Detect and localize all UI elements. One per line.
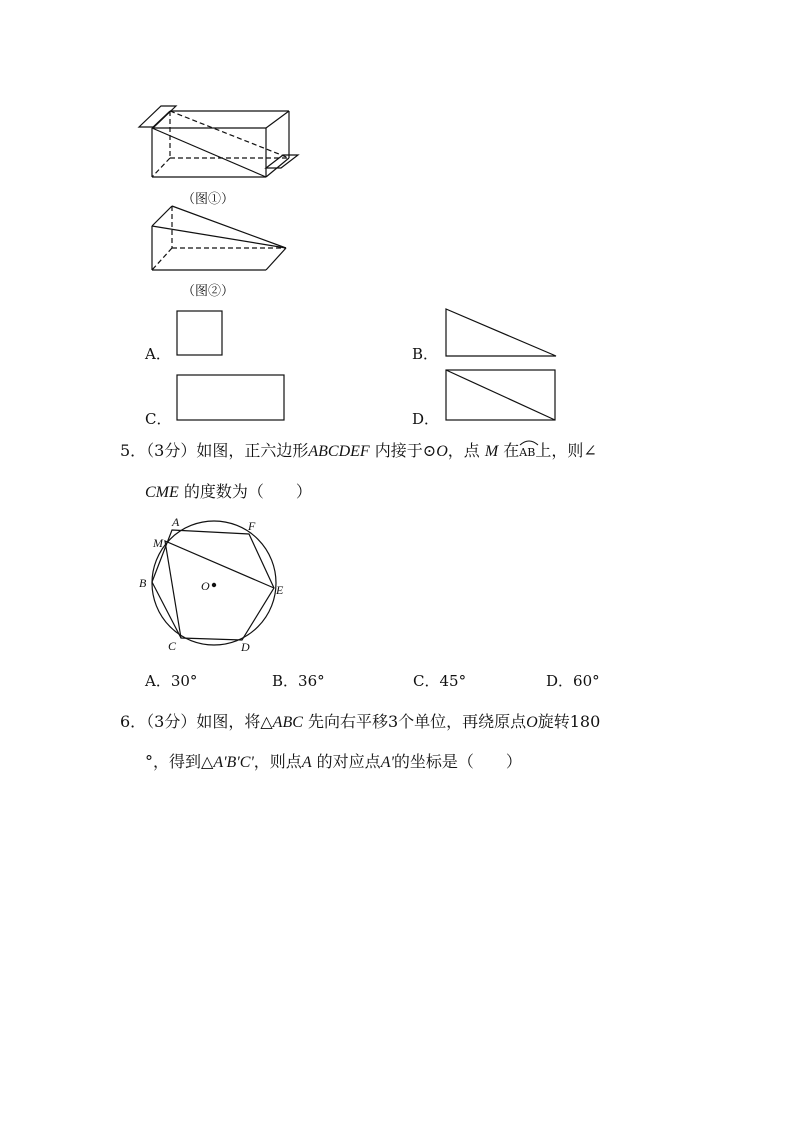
fig2-hidden-edge <box>152 248 172 270</box>
fig2-edge <box>152 226 286 248</box>
q5-stem-line2 <box>145 482 312 503</box>
option-a-square <box>177 311 222 355</box>
q6-stem-line1 <box>120 712 600 733</box>
fig2-edge <box>172 206 286 248</box>
q6-text: 先向右平移3个单位，再绕原点 <box>302 712 527 731</box>
q6-text: 的对应点 <box>311 752 381 771</box>
q6-text: °，得到△ <box>145 752 214 771</box>
q5-arc-ab: AB <box>519 440 535 463</box>
q4-option-c-label: C． <box>145 410 172 428</box>
q6-text: ，则点 <box>253 752 302 771</box>
q6-text: 旋转180 <box>537 712 601 731</box>
q5-center-dot <box>212 583 215 586</box>
q6-triangle-abc: ABC <box>272 714 303 731</box>
q5-circle-name: O <box>436 443 448 460</box>
q5-text: 内接于⊙ <box>369 441 437 460</box>
q5-label-c: C <box>168 639 177 653</box>
q5-label-o: O <box>201 579 210 593</box>
q6-triangle-prime: A'B'C' <box>213 754 254 771</box>
q6-point-a: A <box>301 754 312 771</box>
q6-point-a-prime: A' <box>380 754 394 771</box>
q5-text: 上，则∠ <box>535 441 597 460</box>
q5-angle-cme: CME <box>145 484 179 501</box>
q4-option-d-label: D． <box>412 410 440 428</box>
q6-text: 6．（3分）如图，将△ <box>120 712 273 731</box>
fig1-hidden-edge <box>170 111 289 158</box>
q4-option-b-label: B． <box>412 345 439 363</box>
option-b-triangle <box>446 309 556 356</box>
figure-2-caption: （图②） <box>182 284 235 299</box>
q5-option-c: C．45° <box>413 672 467 690</box>
fig2-edge <box>266 248 286 270</box>
fig1-edge <box>266 111 289 128</box>
fig2-edge <box>152 206 172 226</box>
fig1-hidden-edge <box>152 158 170 177</box>
option-c-rectangle <box>177 375 284 420</box>
q5-angle-lines <box>165 541 274 638</box>
q5-label-e: E <box>276 583 284 597</box>
arc-mark-icon <box>519 438 539 446</box>
q5-option-a: A．30° <box>145 672 198 690</box>
q5-stem-line1 <box>120 440 597 463</box>
q6-stem-line2 <box>145 752 522 773</box>
q5-label-d: D <box>241 640 250 654</box>
q4-option-a-label: A． <box>145 345 171 363</box>
figure-1-caption: （图①） <box>182 192 235 207</box>
q5-option-d: D．60° <box>546 672 600 690</box>
q5-hexagon-name: ABCDEF <box>308 443 370 460</box>
fig1-cut-line <box>152 128 266 177</box>
q5-text: ，点 <box>447 441 485 460</box>
q5-label-f: F <box>248 519 256 533</box>
q5-number: 5．（3分）如图，正六边形 <box>120 441 309 460</box>
q5-label-b: B <box>139 576 147 590</box>
q5-label-m: M <box>153 536 163 550</box>
fig1-cut-plane-right <box>266 155 298 168</box>
q5-point-m: M <box>484 443 499 460</box>
q6-text: 的坐标是（ ） <box>393 752 522 771</box>
q5-text: 的度数为（ ） <box>178 482 312 501</box>
option-d-diagonal <box>446 370 555 420</box>
q5-text: 在 <box>498 441 520 460</box>
q6-origin-o: O <box>526 714 538 731</box>
q5-option-b: B．36° <box>272 672 325 690</box>
q5-label-a: A <box>172 515 180 529</box>
